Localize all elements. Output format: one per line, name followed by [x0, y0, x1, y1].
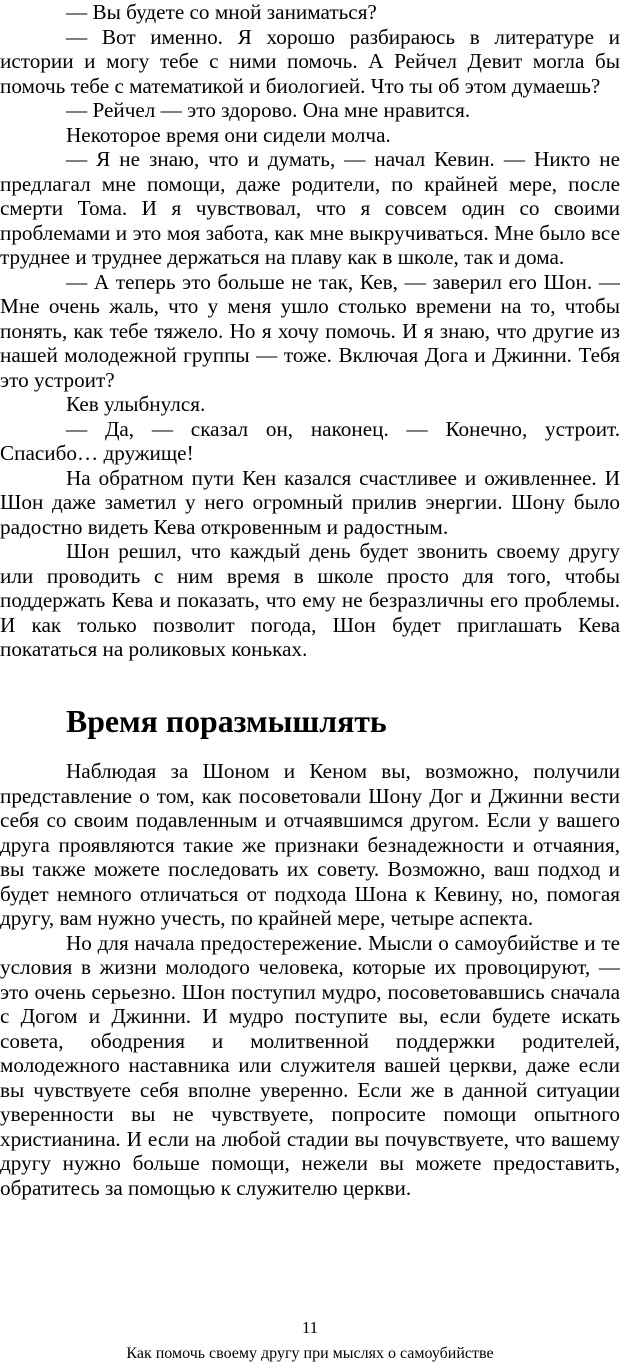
running-footer: Как помочь своему другу при мыслях о самоубийстве — [126, 1345, 494, 1362]
paragraph: — Вот именно. Я хорошо разбираюсь в литературе и истории и могу тебе с ними помочь. А Рейчел Девит могла бы помочь тебе с математикой и биологией. Что ты об этом думаешь? — [0, 24, 620, 98]
paragraph: Наблюдая за Шоном и Кеном вы, возможно, получили представление о том, как посоветовали Шону Дог и Джинни вести себя со своим подавленным и отчаявшимся другом. Если у вашего друга проявляются такие же признаки безнадежности и отчаяния, вы также можете последовать их совету. Возможно, ваш подход и будет немного отличаться от подхода Шона к Кевину, но, помогая другу, вам нужно учесть, по крайней мере, четыре аспекта. — [0, 759, 620, 930]
paragraph: — Я не знаю, что и думать, — начал Кевин. — Никто не предлагал мне помощи, даже родители, по крайней мере, после смерти Тома. И я чувствовал, что я совсем один со своими проблемами и это моя забота, как мне выкручиваться. Мне было все труднее и труднее держаться на плаву как в школе, так и дома. — [0, 147, 620, 269]
paragraph: Кев улыбнулся. — [66, 392, 206, 416]
paragraph: — А теперь это больше не так, Кев, — заверил его Шон. — Мне очень жаль, что у меня ушло столько времени на то, чтобы понять, как тебе тяжело. Но я хочу помочь. И я знаю, что другие из нашей молодежной группы — тоже. Включая Дога и Джинни. Тебя это устроит? — [0, 269, 620, 392]
paragraph: — Рейчел — это здорово. Она мне нравится. — [66, 98, 471, 122]
paragraph: Шон решил, что каждый день будет звонить своему другу или проводить с ним время в школе просто для того, чтобы поддержать Кева и показать, что ему не безразличны его проблемы. И как только позволит погода, Шон будет приглашать Кева покататься на роликовых коньках. — [0, 539, 620, 661]
page-number: 11 — [301, 1318, 319, 1337]
paragraph: — Да, — сказал он, наконец. — Конечно, устроит. Спасибо… дружище! — [0, 416, 620, 465]
section-title: Время поразмышлять — [66, 703, 387, 739]
paragraph: — Вы будете со мной заниматься? — [66, 0, 377, 24]
paragraph: На обратном пути Кен казался счастливее и оживленнее. И Шон даже заметил у него огромный прилив энергии. Шону было радостно видеть Кева откровенным и радостным. — [0, 465, 620, 539]
paragraph: Некоторое время они сидели молча. — [66, 122, 391, 147]
paragraph: Но для начала предостережение. Мысли о самоубийстве и те условия в жизни молодого человека, которые их провоцируют, — это очень серьезно. Шон поступил мудро, посоветовавшись сначала с Догом и Джинни. И мудро поступите вы, если будете искать совета, ободрения и молитвенной поддержки родителей, молодежного наставника или служителя вашей церкви, даже если вы чувствуете себя вполне уверенно. Если же в данной ситуации уверенности вы не чувствуете, попросите помощи опытного христианина. И если на любой стадии вы почувствуете, что вашему другу нужно больше помощи, нежели вы можете предоставить, обратитесь за помощью к служителю церкви. — [0, 930, 620, 1200]
